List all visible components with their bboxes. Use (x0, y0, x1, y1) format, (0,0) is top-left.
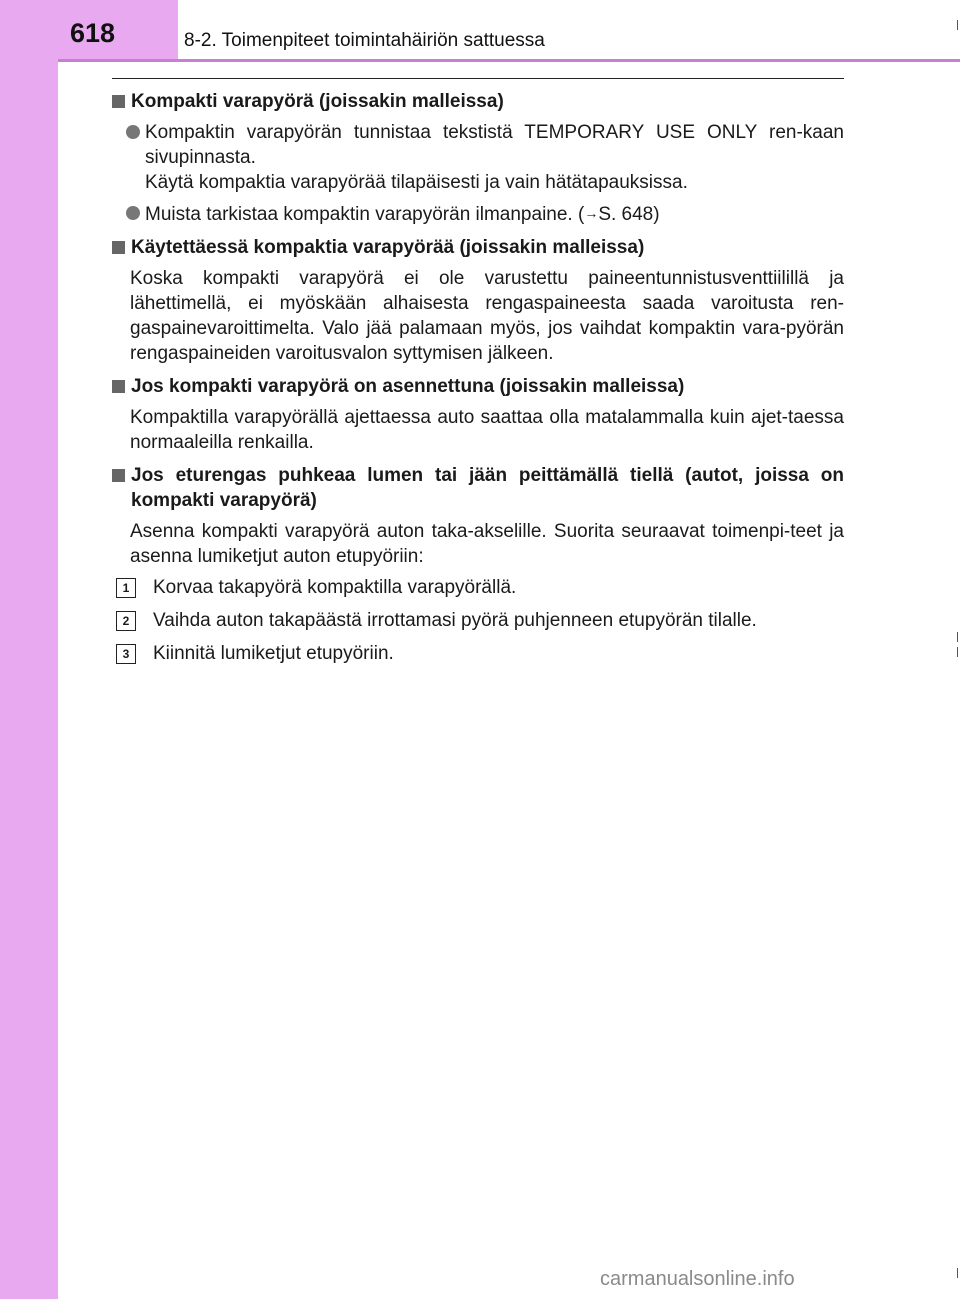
step-text: Korvaa takapyörä kompaktilla varapyörällä. (153, 577, 517, 598)
section-body: Kompaktilla varapyörällä ajettaessa auto saattaa olla matalammalla kuin ajet-taessa normaaleilla renkailla. (130, 407, 844, 453)
section-body: Koska kompakti varapyörä ei ole varustettu paineentunnistusventtiilillä ja lähettimellä, ei myöskään alhaisesta rengaspaineesta saada varoitusta ren-gaspainevaroittimelta. Valo jää palamaan myös, jos vaihdat kompaktin vara-pyörän rengaspaineiden varoitusvalon syttymisen jälkeen. (130, 268, 844, 364)
crop-mark (957, 632, 958, 642)
bullet-item (112, 201, 844, 227)
watermark: carmanualsonline.info (600, 1268, 795, 1290)
step-text: Kiinnitä lumiketjut etupyöriin. (153, 643, 394, 664)
circle-bullet-icon (126, 206, 140, 220)
page-number: 618 (70, 18, 119, 49)
square-bullet-icon (112, 95, 125, 108)
step-number: 3 (116, 644, 136, 664)
header-rule (58, 59, 960, 62)
section-installed-compact-spare (112, 374, 844, 455)
bullet-text: Muista tarkistaa kompaktin varapyörän ilmanpaine. ( (145, 204, 585, 225)
bullet-line: Käytä kompaktia varapyörää tilapäisesti ja vain hätätapauksissa. (145, 172, 688, 193)
square-bullet-icon (112, 241, 125, 254)
bullet-item (112, 120, 844, 195)
square-bullet-icon (112, 380, 125, 393)
bullet-line: Kompaktin varapyörän tunnistaa tekstistä TEMPORARY USE ONLY ren-kaan sivupinnasta. (145, 122, 844, 168)
step-item (112, 641, 844, 666)
content (112, 89, 844, 674)
content-rule (112, 78, 844, 79)
chapter-title: 8-2. Toimenpiteet toimintahäiriön sattuessa (184, 30, 545, 51)
section-heading: Käytettäessä kompaktia varapyörää (joissakin malleissa) (112, 235, 844, 260)
step-number: 1 (116, 578, 136, 598)
step-number: 2 (116, 611, 136, 631)
step-item (112, 575, 844, 600)
section-heading: Kompakti varapyörä (joissakin malleissa) (112, 89, 844, 114)
step-text: Vaihda auton takapäästä irrottamasi pyörä puhjenneen etupyörän tilalle. (153, 610, 757, 631)
step-item (112, 608, 844, 633)
section-front-tire-flat (112, 463, 844, 666)
crop-mark (957, 1268, 958, 1278)
section-heading: Jos kompakti varapyörä on asennettuna (joissakin malleissa) (112, 374, 844, 399)
section-heading: Jos eturengas puhkeaa lumen tai jään peittämällä tiellä (autot, joissa on kompakti varapyörä) (112, 463, 844, 513)
section-compact-spare (112, 89, 844, 227)
section-body: Asenna kompakti varapyörä auton taka-akselille. Suorita seuraavat toimenpi-teet ja asenna lumiketjut auton etupyöriin: (130, 521, 844, 567)
page-reference-link[interactable]: S. 648) (598, 204, 660, 225)
side-tab (0, 0, 58, 1299)
crop-mark (957, 647, 958, 657)
circle-bullet-icon (126, 125, 140, 139)
crop-mark (957, 20, 958, 30)
square-bullet-icon (112, 469, 125, 482)
section-using-compact-spare (112, 235, 844, 366)
arrow-icon: → (584, 205, 599, 221)
